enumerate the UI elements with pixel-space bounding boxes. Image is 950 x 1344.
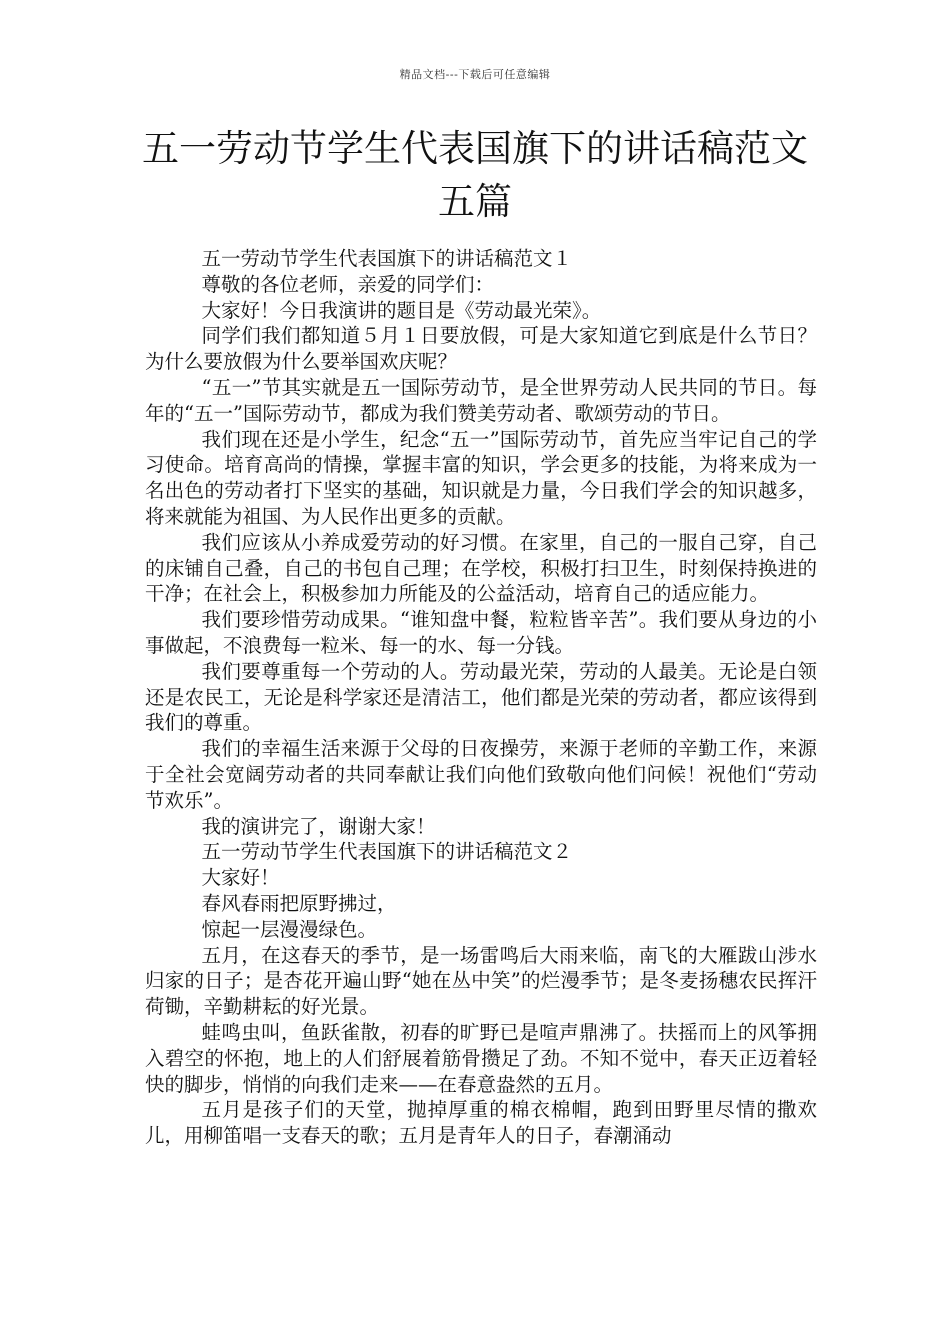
paragraph: 惊起一层漫漫绿色。 xyxy=(201,917,378,941)
paragraph: 大家好！今日我演讲的题目是《劳动最光荣》。 xyxy=(201,298,602,322)
paragraph: 我们要珍惜劳动成果。“谁知盘中餐，粒粒皆辛苦”。我们要从身边的小事做起，不浪费每一粒米、每一的水、每一分钱。 xyxy=(145,608,817,657)
paragraph: 五一劳动节学生代表国旗下的讲话稿范文１ xyxy=(201,247,573,270)
paragraph: 我们要尊重每一个劳动的人。劳动最光荣，劳动的人最美。无论是白领还是农民工，无论是科学家还是清洁工，他们都是光荣的劳动者，都应该得到我们的尊重。 xyxy=(145,659,817,735)
paragraph: 五月是孩子们的天堂，抛掉厚重的棉衣棉帽，跑到田野里尽情的撒欢儿，用柳笛唱一支春天的歌；五月是青年人的日子，春潮涌动 xyxy=(145,1098,817,1148)
paragraph: 春风春雨把原野拂过， xyxy=(201,891,397,915)
title-line-1: 五一劳动节学生代表国旗下的讲话稿范文 xyxy=(142,127,808,170)
title-line-2: 五篇 xyxy=(438,180,512,223)
paragraph: 五一劳动节学生代表国旗下的讲话稿范文２ xyxy=(201,840,573,864)
document-title xyxy=(140,122,810,228)
paragraph: 我的演讲完了，谢谢大家！ xyxy=(201,814,436,838)
paragraph: 我们现在还是小学生，纪念“五一”国际劳动节，首先应当牢记自己的学习使命。培育高尚的情操，掌握丰富的知识，学会更多的技能，为将来成为一名出色的劳动者打下坚实的基础，知识就是力量，今日我们学会的知识越多，将来就能为祖国、为人民作出更多的贡献。 xyxy=(145,427,817,528)
header-note: 精品文档---下载后可任意编辑 xyxy=(399,68,551,81)
paragraph: 尊敬的各位老师，亲爱的同学们： xyxy=(201,272,495,296)
document-body xyxy=(145,246,817,1149)
paragraph: 我们的幸福生活来源于父母的日夜操劳，来源于老师的辛勤工作，来源于全社会宽阔劳动者的共同奉献让我们向他们致敬向他们问候！祝他们“劳动节欢乐”。 xyxy=(145,737,817,812)
paragraph: 我们应该从小养成爱劳动的好习惯。在家里，自己的一服自己穿，自己的床铺自己叠，自己的书包自己理；在学校，积极打扫卫生，时刻保持换进的干净；在社会上，积极参加力所能及的公益活动，培育自己的适应能力。 xyxy=(145,530,817,606)
paragraph: 蛙鸣虫叫，鱼跃雀散，初春的旷野已是喧声鼎沸了。扶摇而上的风筝拥入碧空的怀抱，地上的人们舒展着筋骨攒足了劲。不知不觉中，春天正迈着轻快的脚步，悄悄的向我们走来——在春意盎然的五月。 xyxy=(145,1020,817,1096)
paragraph: 大家好！ xyxy=(201,866,280,890)
paragraph: “五一”节其实就是五一国际劳动节，是全世界劳动人民共同的节日。每年的“五一”国际劳动节，都成为我们赞美劳动者、歌颂劳动的节日。 xyxy=(145,375,817,425)
paragraph: 同学们我们都知道５月１日要放假，可是大家知道它到底是什么节日？为什么要放假为什么要举国欢庆呢？ xyxy=(145,324,817,374)
paragraph: 五月，在这春天的季节，是一场雷鸣后大雨来临，南飞的大雁跋山涉水归家的日子；是杏花开遍山野“她在丛中笑”的烂漫季节；是冬麦扬穗农民挥汗荷锄，辛勤耕耘的好光景。 xyxy=(145,943,817,1019)
